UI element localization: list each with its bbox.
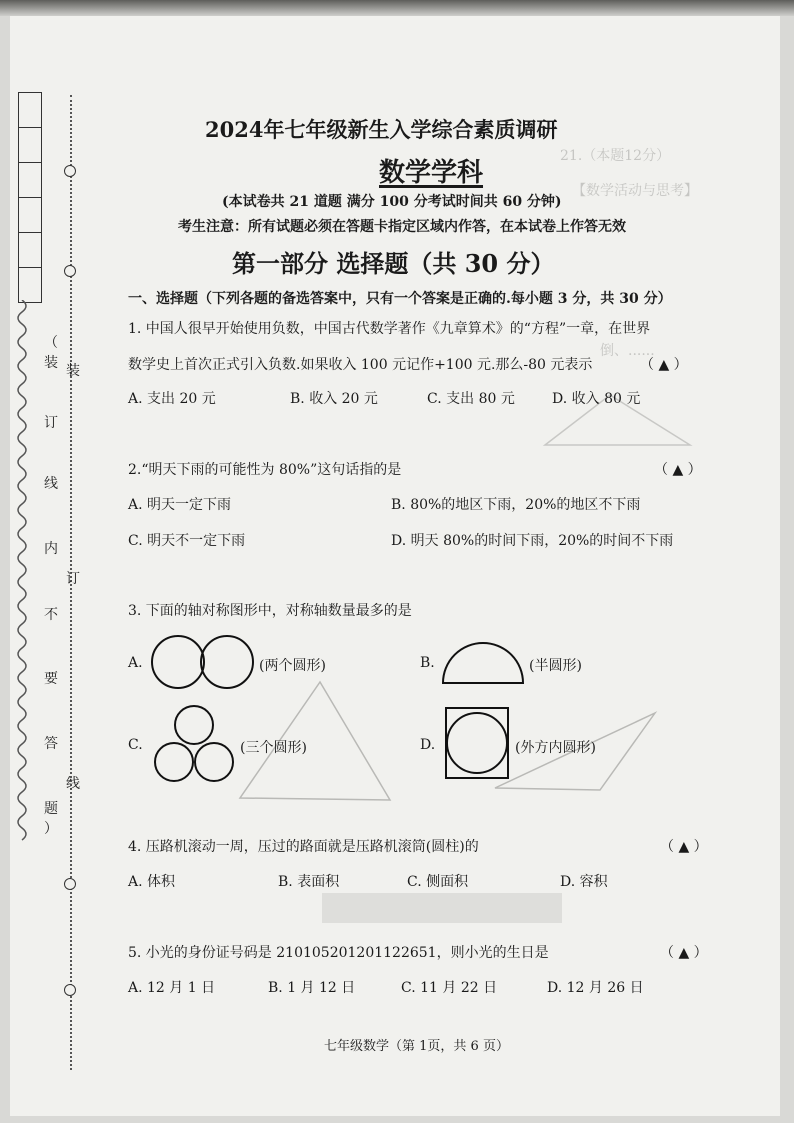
exam-title: 2024年七年级新生入学综合素质调研: [205, 117, 558, 142]
answer-mark: （ ▲ ）: [660, 839, 708, 855]
question-4-line-1: 4. 压路机滚动一周，压过的路面就是压路机滚筒(圆柱)的: [128, 839, 479, 855]
figure-caption: (三个圆形): [240, 740, 307, 756]
paper-edge-shadow: [0, 0, 794, 16]
binding-char: 线: [44, 476, 58, 492]
answer-mark: （ ▲ ）: [640, 357, 688, 373]
figure-caption: (外方内圆形): [515, 740, 596, 756]
section-title: 一、选择题（下列各题的备选答案中，只有一个答案是正确的.每小题 3 分，共 30 分）: [128, 291, 672, 307]
option-c: C. 明天不一定下雨: [128, 533, 246, 549]
option-c: C. 支出 80 元: [427, 391, 515, 407]
binding-char: 订: [66, 571, 80, 587]
question-5-line-1: 5. 小光的身份证号码是 210105201201122651，则小光的生日是: [128, 945, 549, 961]
option-b: B. 1 月 12 日: [268, 980, 356, 996]
option-c: C.: [128, 737, 143, 753]
student-info-boxes: [18, 92, 42, 303]
binding-char: 装: [66, 363, 80, 379]
bleed-through-block: [322, 893, 562, 923]
part-title: 第一部分 选择题（共 30 分）: [232, 249, 555, 278]
option-c: C. 侧面积: [407, 874, 469, 890]
binding-hole: [64, 984, 76, 996]
page-footer: 七年级数学（第 1页，共 6 页）: [324, 1039, 509, 1054]
option-a: A. 12 月 1 日: [128, 980, 216, 996]
option-d: D. 容积: [560, 874, 608, 890]
question-1-line-1: 1. 中国人很早开始使用负数，中国古代数学著作《九章算术》的“方程”一章，在世界: [128, 321, 651, 337]
binding-char: 答: [44, 736, 58, 752]
subject-title: 数学学科: [379, 158, 484, 188]
binding-char: 内: [44, 541, 58, 557]
option-b: B. 表面积: [278, 874, 340, 890]
bleed-through-text: 【数学活动与思考】: [572, 183, 698, 199]
option-d: D. 12 月 26 日: [547, 980, 644, 996]
answer-mark: （ ▲ ）: [660, 945, 708, 961]
binding-hole: [64, 878, 76, 890]
binding-char: 不: [44, 607, 58, 623]
figure-caption: (两个圆形): [259, 658, 326, 674]
option-a: A.: [128, 655, 143, 671]
square-circle-figure: [443, 705, 511, 781]
two-circles-figure: [150, 633, 256, 691]
option-b: B. 收入 20 元: [290, 391, 378, 407]
option-b: B.: [420, 655, 435, 671]
option-a: A. 明天一定下雨: [128, 497, 232, 513]
figure-caption: (半圆形): [529, 658, 582, 674]
option-c: C. 11 月 22 日: [401, 980, 498, 996]
option-d: D. 明天 80%的时间下雨，20%的时间不下雨: [391, 533, 674, 549]
bleed-through-text: 倒、......: [600, 343, 655, 359]
exam-info: (本试卷共 21 道题 满分 100 分考试时间共 60 分钟): [222, 194, 562, 210]
three-circles-figure: [150, 703, 238, 785]
question-2-line-1: 2.“明天下雨的可能性为 80%”这句话指的是: [128, 462, 402, 478]
binding-hole: [64, 265, 76, 277]
option-a: A. 支出 20 元: [128, 391, 216, 407]
binding-hole: [64, 165, 76, 177]
option-d: D.: [420, 737, 436, 753]
binding-char: 要: [44, 671, 58, 687]
exam-notice: 考生注意：所有试题必须在答题卡指定区域内作答，在本试卷上作答无效: [178, 219, 626, 235]
question-1-line-2: 数学史上首次正式引入负数.如果收入 100 元记作+100 元.那么-80 元表示: [128, 357, 593, 373]
binding-char: 装: [44, 355, 58, 371]
answer-mark: （ ▲ ）: [654, 462, 702, 478]
option-d: D. 收入 80 元: [552, 391, 641, 407]
question-3-line-1: 3. 下面的轴对称图形中，对称轴数量最多的是: [128, 603, 412, 619]
option-a: A. 体积: [128, 874, 176, 890]
binding-char: 题: [44, 801, 58, 817]
semicircle-figure: [440, 638, 526, 686]
option-b: B. 80%的地区下雨，20%的地区不下雨: [391, 497, 641, 513]
binding-char: ）: [44, 821, 58, 837]
binding-char: 订: [44, 415, 58, 431]
bleed-through-text: 21.（本题12分）: [560, 148, 671, 164]
binding-char: 线: [66, 776, 80, 792]
binding-wave-border: [14, 300, 44, 850]
binding-char: （: [44, 335, 58, 351]
